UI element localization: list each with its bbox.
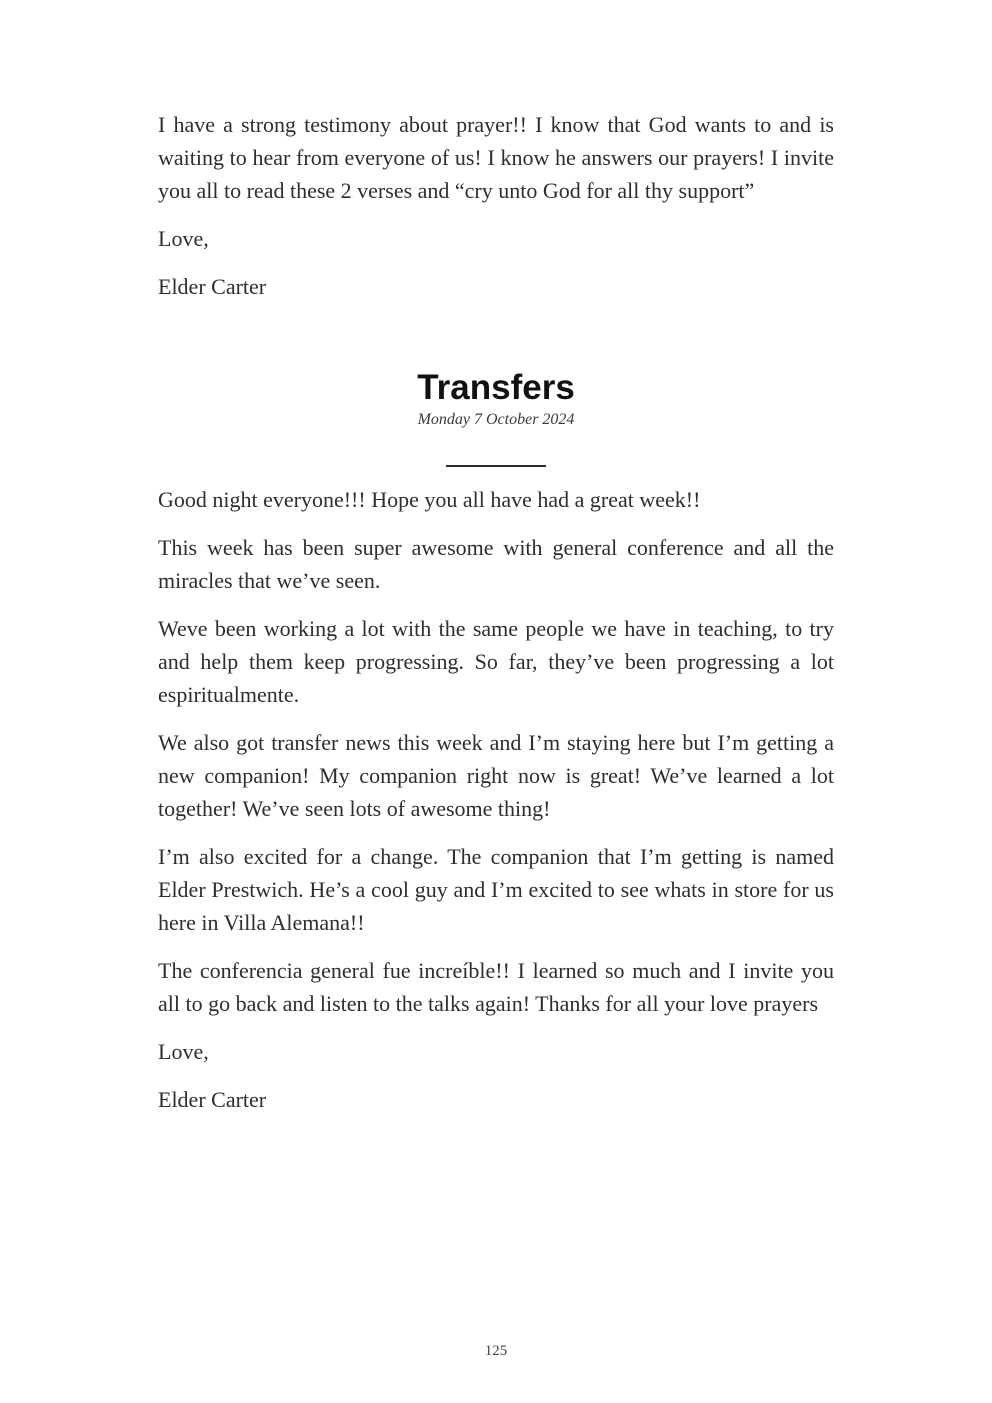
entry-paragraph: I’m also excited for a change. The companion that I’m getting is named Elder Prestwich. He’s a cool guy and I’m excited to see whats in store for us here in Villa Alemana!! [158,843,834,935]
entry-paragraph: Weve been working a lot with the same people we have in teaching, to try and help them keep progressing. So far, they’ve been progressing a lot espiritualmente. [158,615,834,707]
previous-entry-signature: Elder Carter [158,274,267,299]
previous-entry-signoff: Love, [158,226,209,251]
previous-entry-paragraph: I have a strong testimony about prayer!! I know that God wants to and is waiting to hear from everyone of us! I know he answers our prayers! I invite you all to read these 2 verses and “cry unto God for all thy support” [158,112,834,203]
entry-signoff: Love, [158,1038,209,1064]
page-number: 125 [484,1343,508,1359]
chapter-header [158,369,834,429]
chapter-date: Monday 7 October 2024 [417,410,575,428]
entry-paragraph: This week has been super awesome with general conference and all the miracles that we’ve seen. [158,534,834,593]
entry-paragraph: We also got transfer news this week and I’m staying here but I’m getting a new companion! My companion right now is great! We’ve learned a lot together! We’ve seen lots of awesome thing! [158,729,834,821]
page-content [158,0,834,1116]
chapter-title: Transfers [417,368,575,407]
section-divider [446,465,546,467]
entry-paragraph: Good night everyone!!! Hope you all have had a great week!! [158,486,701,512]
entry-signature: Elder Carter [158,1086,267,1112]
entry-paragraph: The conferencia general fue increíble!! I learned so much and I invite you all to go back and listen to the talks again! Thanks for all your love prayers [158,957,834,1016]
